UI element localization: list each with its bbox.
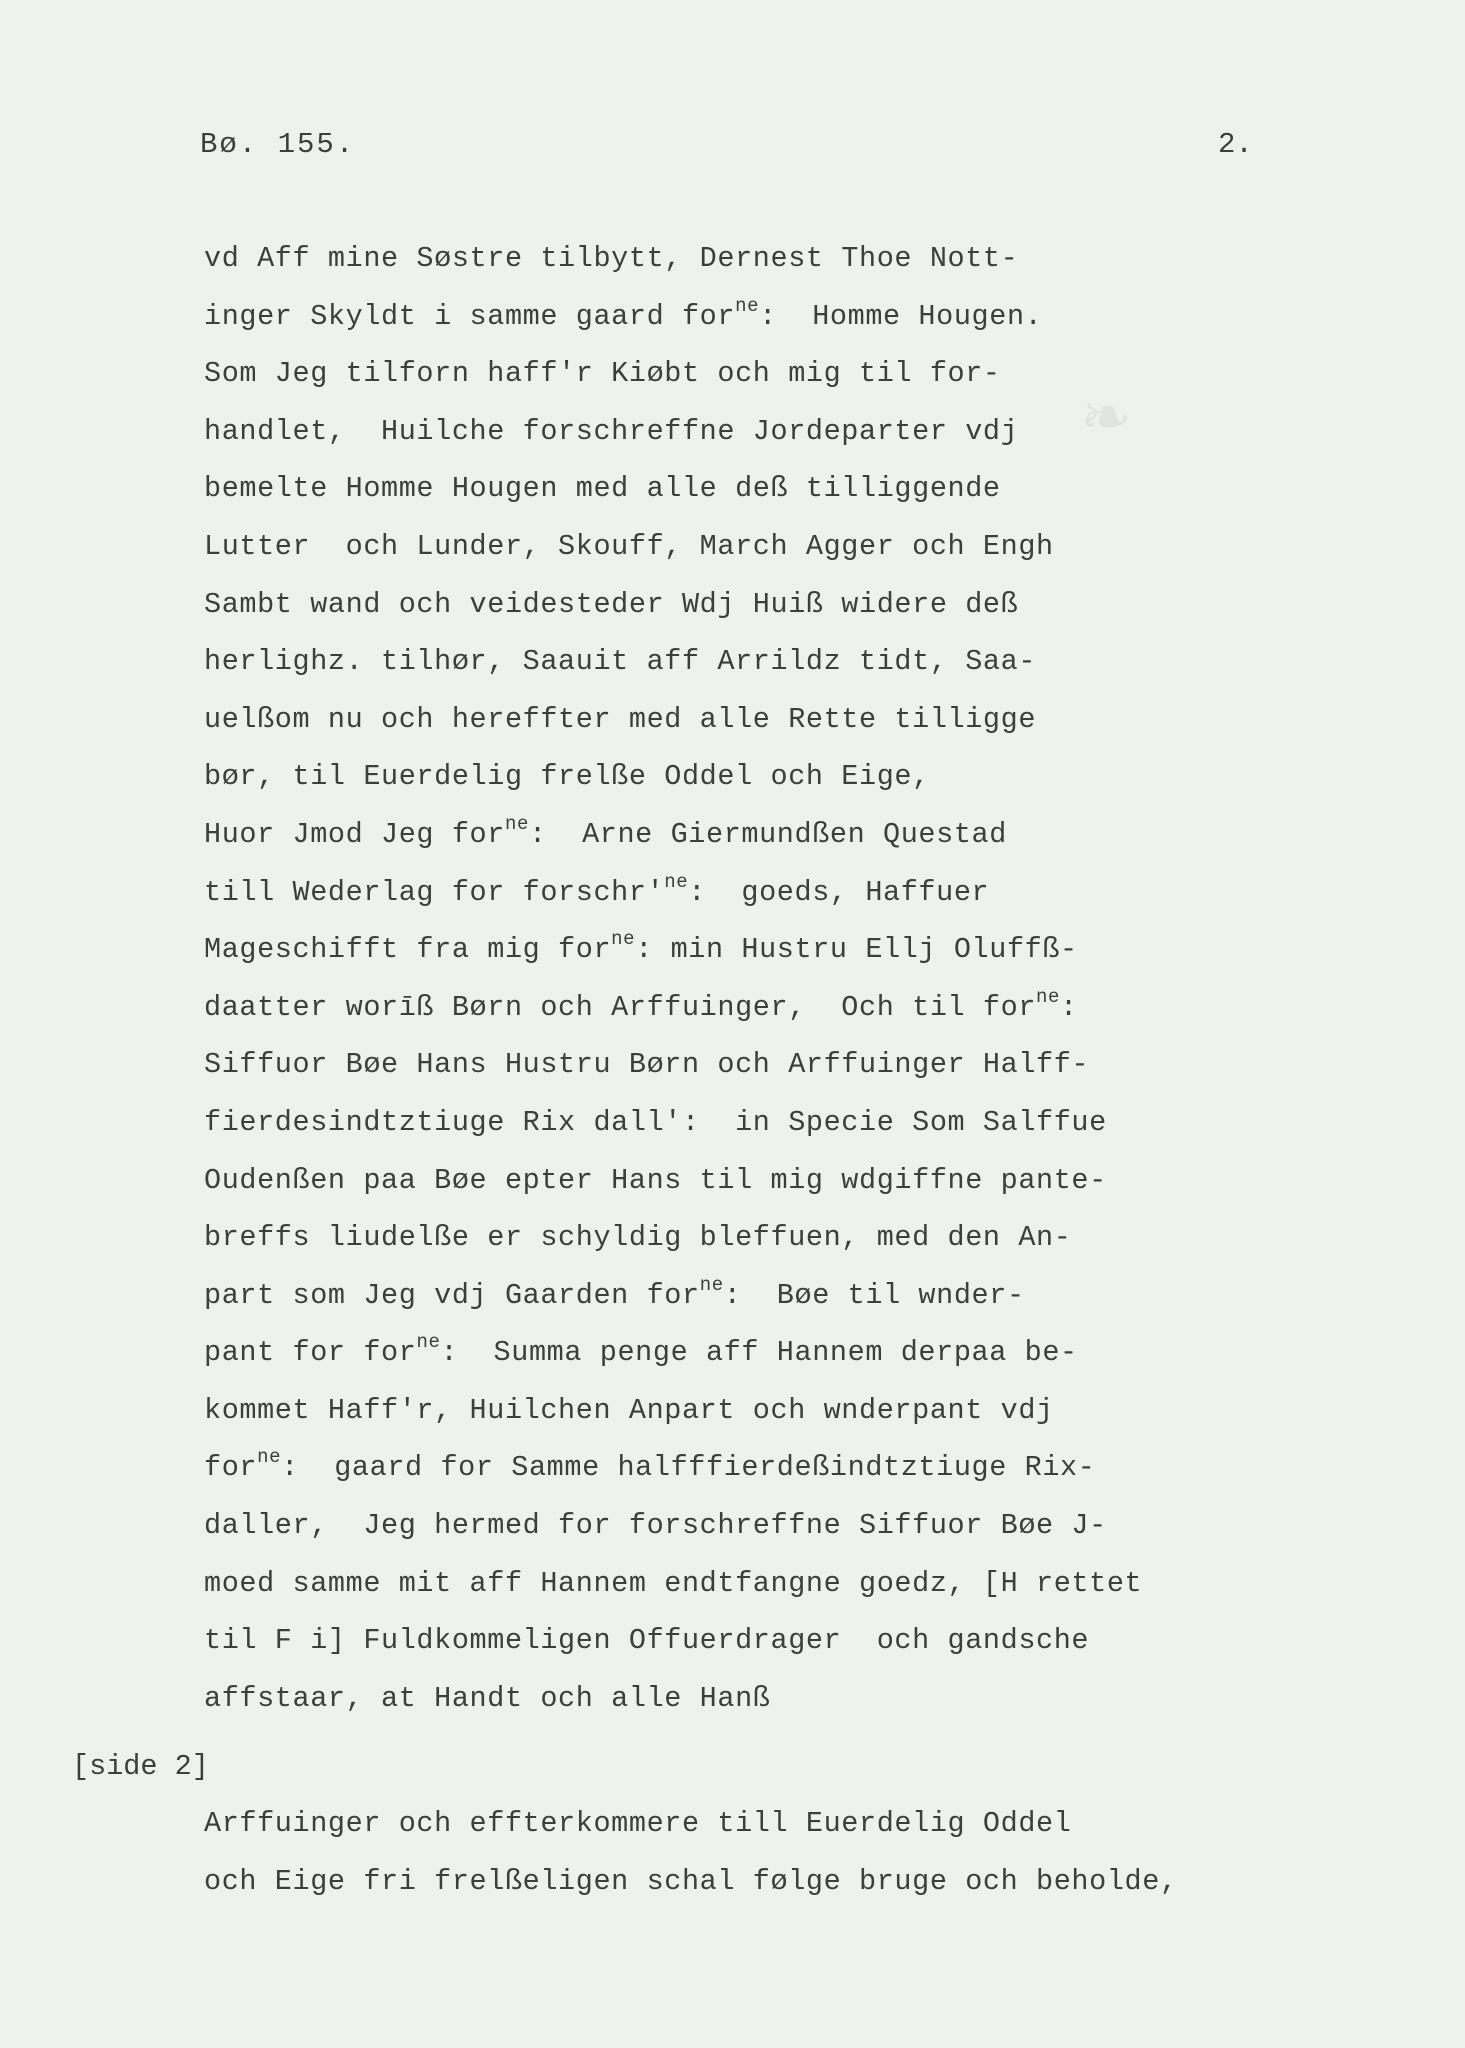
text-line: vd Aff mine Søstre tilbytt, Dernest Thoe Nott- <box>204 242 1019 275</box>
text-line: handlet, Huilche forschreffne Jordeparter vdj <box>204 414 1019 448</box>
text-line: part som Jeg vdj Gaarden for$^{ne}$: Bøe til wnder- <box>204 1273 1025 1312</box>
text-line: inger Skyldt i samme gaard for$^{ne}$: Homme Hougen. <box>204 294 1043 333</box>
text-line: Sambt wand och veidesteder Wdj Huiß widere deß <box>204 587 1019 621</box>
text-line: for$^{ne}$: gaard for Samme halfffierdeßindtztiuge Rix- <box>204 1446 1096 1485</box>
text-line: pant for for$^{ne}$: Summa penge aff Hannem derpaa be- <box>204 1331 1078 1370</box>
text-line: uelßom nu och hereffter med alle Rette tilligge <box>204 702 1037 736</box>
text-line: daller, Jeg hermed for forschreffne Siffuor Bøe J- <box>204 1509 1107 1543</box>
text-line: bør, til Euerdelig frelße Oddel och Eige, <box>204 760 930 794</box>
text-line: Huor Jmod Jeg for$^{ne}$: Arne Giermundßen Questad <box>204 812 1007 851</box>
text-line: moed samme mit aff Hannem endtfangne goedz, [H rettet <box>204 1566 1143 1600</box>
page-reference: Bø. 155. <box>200 128 356 161</box>
text-line: Mageschifft fra mig for$^{ne}$: min Hustru Ellj Oluffß- <box>204 928 1078 967</box>
page-number: 2. <box>1218 128 1253 161</box>
page-break-marker: [side 2] <box>72 1750 209 1783</box>
text-line: daatter worīß Børn och Arffuinger, Och til for$^{ne}$: <box>204 985 1078 1024</box>
text-line: Oudenßen paa Bøe epter Hans til mig wdgiffne pante- <box>204 1163 1107 1197</box>
text-line: Arffuinger och effterkommere till Euerdelig Oddel <box>204 1807 1072 1840</box>
text-line: till Wederlag for $forschr'^{ne}$: goeds, Haffuer <box>204 870 990 909</box>
text-line: bemelte Homme Hougen med alle deß tilliggende <box>204 472 1001 506</box>
text-line: til F i] Fuldkommeligen Offuerdrager och gandsche <box>204 1624 1090 1658</box>
text-line: kommet Haff'r, Huilchen Anpart och wnderpant vdj <box>204 1393 1054 1427</box>
transcription-body <box>204 240 1404 1737</box>
text-line: breffs liudelße er schyldig bleffuen, med den An- <box>204 1221 1072 1255</box>
bleed-through-mark: ❧ <box>1080 380 1132 453</box>
text-line: affstaar, at Handt och alle Hanß <box>204 1681 771 1715</box>
text-line: Siffuor Bøe Hans Hustru Børn och Arffuinger Halff- <box>204 1048 1090 1082</box>
transcription-body-continued <box>204 1805 1404 1920</box>
text-line: herlighz. tilhør, Saauit aff Arrildz tidt, Saa- <box>204 645 1037 679</box>
text-line: fierdesindtztiuge Rix dall': in Specie Som Salffue <box>204 1105 1107 1139</box>
text-line: Lutter och Lunder, Skouff, March Agger och Engh <box>204 529 1054 563</box>
text-line: Som Jeg tilforn haff'r Kiøbt och mig til for- <box>204 357 1001 391</box>
text-line: och Eige fri frelßeligen schal følge bruge och beholde, <box>204 1864 1178 1898</box>
